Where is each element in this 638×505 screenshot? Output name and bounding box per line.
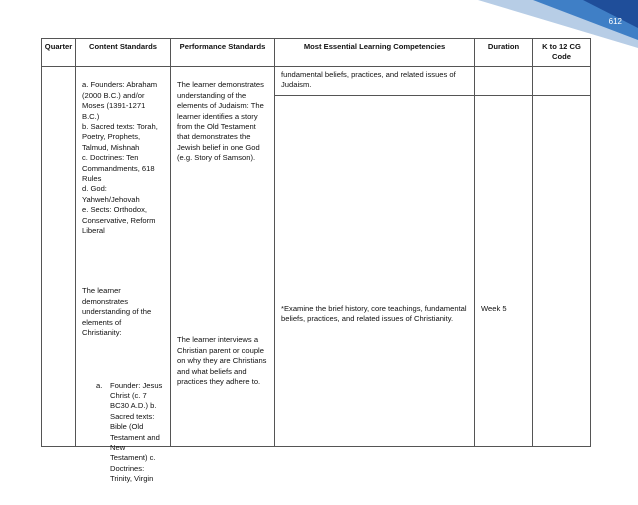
- judaism-performance-text: The learner demonstrates understanding of the elements of Judaism: The learner identifies a story from the Old Testament that demonstrates the Jewish belief in one God (e.g. Story of Samson).: [177, 80, 264, 163]
- header-quarter: Quarter: [42, 39, 76, 67]
- christianity-standard-text: The learner demonstrates understanding of the elements of Christianity:: [82, 286, 152, 337]
- header-content-standards: Content Standards: [76, 39, 171, 67]
- performance-standards-cell: [171, 67, 275, 447]
- christianity-elements-list: [82, 370, 164, 495]
- table-row: [42, 67, 591, 96]
- cg-code-cell-row1: [533, 67, 591, 96]
- cg-code-cell-row2: [533, 95, 591, 447]
- header-performance-standards: Performance Standards: [171, 39, 275, 67]
- header-cg-code: K to 12 CG Code: [533, 39, 591, 67]
- content-standards-cell: [76, 67, 171, 484]
- competency-cell-christianity: *Examine the brief history, core teachings, fundamental beliefs, practices, and related issues of Christianity.: [275, 95, 475, 447]
- christianity-performance-text: The learner interviews a Christian parent or couple on why they are Christians and what beliefs and practices they adhere to.: [177, 335, 267, 387]
- competency-cell-judaism: fundamental beliefs, practices, and related issues of Judaism.: [275, 67, 475, 96]
- judaism-elements-text: a. Founders: Abraham (2000 B.C.) and/or Moses (1391-1271 B.C.) b. Sacred texts: Torah, Poetry, Prophets, Talmud, Mishnah c. Doctrines: Ten Commandments, 618 Rules d. God: Yahweh/Jehovah e. Sects: Orthodox, Conservative, Reform Liberal: [82, 80, 158, 236]
- duration-cell-row2: Week 5: [475, 95, 533, 447]
- quarter-cell: [42, 67, 76, 447]
- page-number: 612: [608, 17, 622, 26]
- table-header-row: [42, 39, 591, 67]
- list-item: a. Founder: Jesus Christ (c. 7 BC30 A.D.) b. Sacred texts: Bible (Old Testament and New Testament) c. Doctrines: Trinity, Virgin: [110, 381, 164, 485]
- header-duration: Duration: [475, 39, 533, 67]
- curriculum-table: [41, 38, 591, 484]
- header-competencies: Most Essential Learning Competencies: [275, 39, 475, 67]
- duration-cell-row1: [475, 67, 533, 96]
